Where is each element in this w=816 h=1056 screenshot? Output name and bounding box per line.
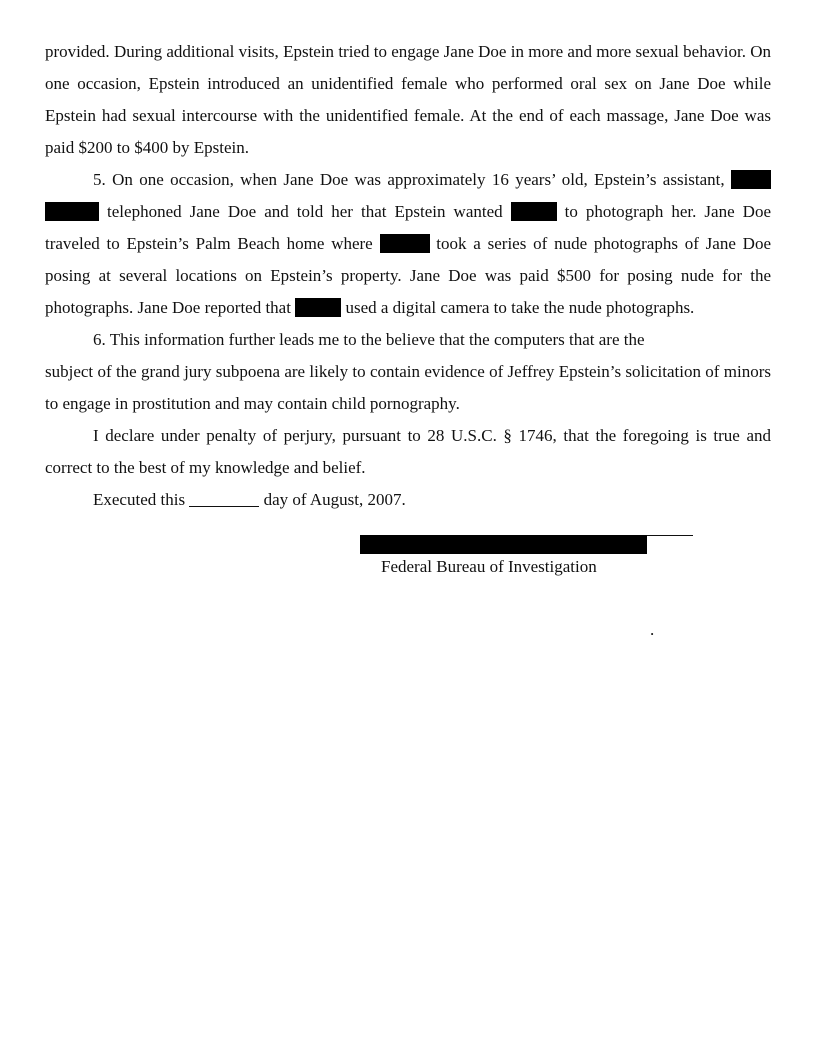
date-blank	[189, 492, 259, 507]
paragraph-5	[45, 164, 771, 324]
redaction-block	[731, 170, 771, 189]
redaction-block	[295, 298, 341, 317]
declaration-paragraph: I declare under penalty of perjury, pursuant to 28 U.S.C. § 1746, that the foregoing is true and correct to the best of my knowledge and belief.	[45, 426, 771, 477]
paragraph-5-text-5: used a digital camera to take the nude photographs.	[341, 298, 695, 317]
paragraph-continued: provided. During additional visits, Epstein tried to engage Jane Doe in more and more sexual behavior. On one occasion, Epstein introduced an unidentified female who performed oral sex on Jane Doe while Epstein had sexual intercourse with the unidentified female. At the end of each massage, Jane Doe was paid $200 to $400 by Epstein.	[45, 42, 771, 157]
document-body	[45, 36, 771, 516]
paragraph-5-text-3: to photograph her. Jane Doe traveled to Epstein’s Palm Beach home where	[45, 202, 771, 253]
executed-line	[45, 484, 771, 516]
signer-agency: Federal Bureau of Investigation	[381, 557, 597, 576]
executed-suffix: day of August, 2007.	[259, 490, 406, 509]
executed-prefix: Executed this	[93, 490, 190, 509]
paragraph-5-text-1: 5. On one occasion, when Jane Doe was approximately 16 years’ old, Epstein’s assistant,	[93, 170, 731, 189]
redaction-block	[45, 202, 99, 221]
redaction-block	[511, 202, 557, 221]
stray-mark: .	[650, 620, 655, 639]
paragraph-5-text-2: telephoned Jane Doe and told her that Epstein wanted	[99, 202, 511, 221]
redaction-block	[380, 234, 430, 253]
paragraph-6-first-line: 6. This information further leads me to the believe that the computers that are the	[93, 330, 645, 349]
paragraph-5-text-4: took a series of nude photographs of Jane Doe posing at several locations on Epstein’s property. Jane Doe was paid $500 for posing nude for the photographs. Jane Doe reported that	[45, 234, 771, 317]
paragraph-6-continued: subject of the grand jury subpoena are likely to contain evidence of Jeffrey Epstein’s solicitation of minors to engage in prostitution and may contain child pornography.	[45, 362, 771, 413]
